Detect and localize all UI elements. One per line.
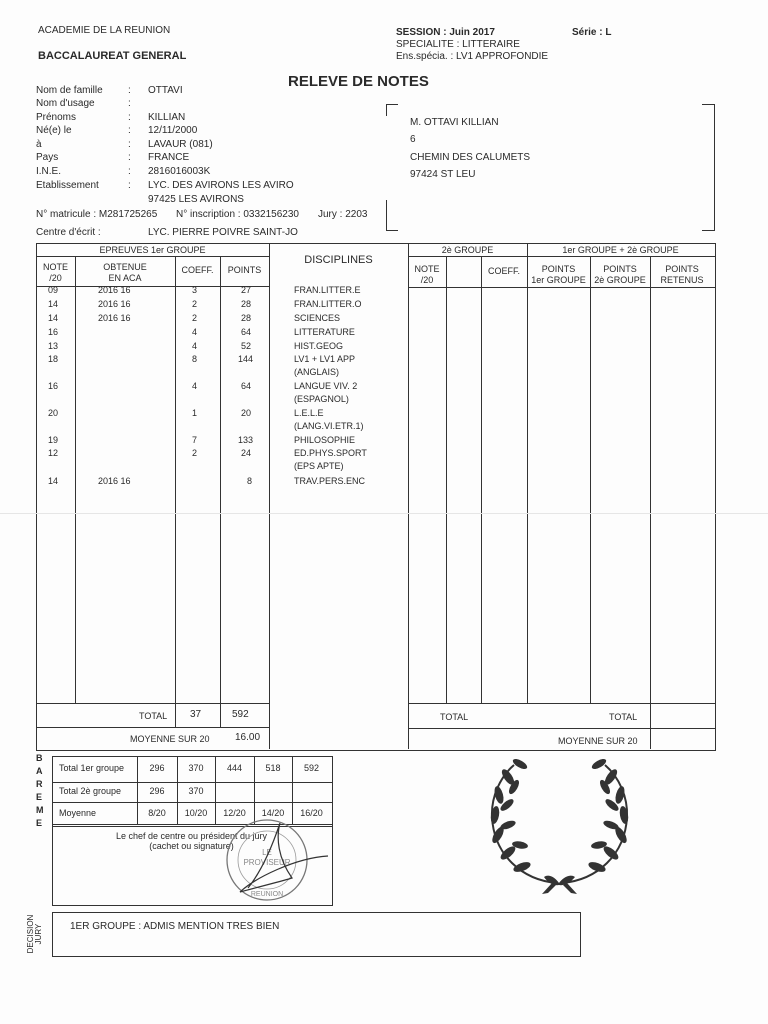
note-cell: 13 — [48, 341, 59, 351]
identity-label: Nom d'usage — [36, 98, 95, 109]
coeff-cell: 4 — [192, 327, 198, 337]
signature-label-2: (cachet ou signature) — [149, 841, 234, 851]
matricule: N° matricule : M281725265 — [36, 209, 158, 220]
table-row — [0, 408, 768, 432]
bareme-side-label: BAREME — [36, 753, 44, 828]
note-cell: 18 — [48, 354, 59, 364]
points-cell: 28 — [241, 299, 252, 309]
total-2e-label: TOTAL — [440, 712, 469, 722]
points-header: POINTS — [227, 265, 262, 275]
coeff-cell: 7 — [192, 435, 198, 445]
bareme-cell: 296 — [149, 786, 165, 796]
discipline-cell: LITTERATURE — [294, 327, 355, 337]
points-1er-header: POINTS — [541, 264, 576, 274]
points-cell: 64 — [241, 327, 252, 337]
identity-value: FRANCE — [148, 152, 190, 163]
bareme-cell: 296 — [149, 763, 165, 773]
points-2e-header: POINTS — [603, 264, 637, 274]
identity-value: KILLIAN — [148, 112, 186, 123]
points-cell: 8 — [247, 476, 253, 486]
bareme-cell: 370 — [188, 786, 204, 796]
serie: Série : L — [572, 27, 612, 38]
address-line-4: 97424 ST LEU — [410, 169, 476, 180]
jury: Jury : 2203 — [318, 209, 368, 220]
note-cell: 09 — [48, 285, 59, 295]
moyenne-12-label: MOYENNE SUR 20 — [558, 736, 638, 746]
identity-row-etablissement: Etablissement : LYC. DES AVIRONS LES AVIRO — [36, 180, 294, 191]
epreuves-1er-header: EPREUVES 1er GROUPE — [99, 245, 206, 255]
identity-row-lieu: à : LAVAUR (081) — [36, 139, 213, 150]
table-row — [0, 381, 768, 405]
total-12-label: TOTAL — [609, 712, 638, 722]
address-line-1: M. OTTAVI KILLIAN — [410, 117, 499, 128]
identity-label: Pays — [36, 152, 59, 163]
en-aca-header: EN ACA — [108, 273, 142, 283]
coeff-cell: 2 — [192, 448, 198, 458]
decision-box — [52, 912, 581, 957]
note-cell: 12 — [48, 448, 59, 458]
discipline-cell: LV1 + LV1 APP — [294, 354, 355, 364]
note-2e-unit-header: /20 — [420, 275, 434, 285]
points-cell: 64 — [241, 381, 252, 391]
coeff-cell: 1 — [192, 408, 198, 418]
centre-value: LYC. PIERRE POIVRE SAINT-JO — [148, 227, 298, 238]
address-line-2: 6 — [410, 134, 416, 145]
points-cell: 28 — [241, 313, 252, 323]
identity-value: LAVAUR (081) — [148, 139, 213, 150]
bareme-row-label: Moyenne — [59, 808, 97, 818]
stamp-le: LE — [262, 848, 272, 857]
identity-label: Né(e) le — [36, 125, 72, 136]
bareme-cell: 8/20 — [148, 808, 166, 818]
coeff-cell: 8 — [192, 354, 198, 364]
decision-text: 1ER GROUPE : ADMIS MENTION TRES BIEN — [70, 921, 280, 932]
discipline-cell: LANGUE VIV. 2 — [294, 381, 358, 391]
note-cell: 14 — [48, 299, 59, 309]
coeff-2e-header: COEFF. — [487, 266, 520, 276]
groupe12-header: 1er GROUPE + 2è GROUPE — [562, 245, 679, 255]
specialite: SPECIALITE : LITTERAIRE — [396, 39, 520, 50]
discipline-detail: (EPS APTE) — [294, 461, 344, 471]
bareme-row-label: Total 1er groupe — [59, 763, 125, 773]
points-2e-sub-header: 2è GROUPE — [594, 275, 646, 285]
page-title: RELEVE DE NOTES — [288, 73, 429, 90]
note-cell: 16 — [48, 327, 59, 337]
obtenue-cell: 2016 16 — [98, 299, 131, 309]
disciplines-header: DISCIPLINES — [304, 254, 373, 266]
identity-value: LYC. DES AVIRONS LES AVIRO — [148, 180, 294, 191]
note-cell: 14 — [48, 313, 59, 323]
bareme-cell: 518 — [265, 763, 281, 773]
points-retenus-sub-header: RETENUS — [660, 275, 704, 285]
identity-label: Nom de famille — [36, 85, 103, 96]
identity-row-usage: Nom d'usage : — [36, 98, 131, 109]
obtenue-header: OBTENUE — [103, 262, 147, 272]
laurel-wreath-icon — [482, 755, 637, 895]
points-1er-sub-header: 1er GROUPE — [531, 275, 586, 285]
identity-label: Prénoms — [36, 112, 77, 123]
identity-label: Etablissement — [36, 180, 99, 191]
moyenne-value: 16.00 — [235, 732, 261, 743]
note-cell: 14 — [48, 476, 59, 486]
identity-value: OTTAVI — [148, 85, 183, 96]
bareme-cell: 16/20 — [300, 808, 323, 818]
note-cell: 16 — [48, 381, 59, 391]
coeff-cell: 4 — [192, 381, 198, 391]
obtenue-cell: 2016 16 — [98, 285, 131, 295]
note-2e-header: NOTE — [414, 264, 440, 274]
groupe2-header: 2è GROUPE — [441, 245, 494, 255]
bareme-cell: 12/20 — [223, 808, 246, 818]
discipline-cell: HIST.GEOG — [294, 341, 344, 351]
bareme-cell: 370 — [188, 763, 204, 773]
coeff-cell: 3 — [192, 285, 198, 295]
obtenue-cell: 2016 16 — [98, 476, 131, 486]
points-cell: 27 — [241, 285, 252, 295]
coeff-header: COEFF. — [181, 265, 214, 275]
stamp-and-signature — [200, 818, 335, 903]
identity-label: à — [36, 139, 42, 150]
identity-value: 12/11/2000 — [148, 125, 198, 136]
discipline-cell: SCIENCES — [294, 313, 341, 323]
discipline-cell: TRAV.PERS.ENC — [294, 476, 366, 486]
coeff-cell: 2 — [192, 299, 198, 309]
identity-row-prenoms: Prénoms : KILLIAN — [36, 112, 186, 123]
discipline-cell: ED.PHYS.SPORT — [294, 448, 367, 458]
signature-label-1: Le chef de centre ou président du jury — [115, 831, 268, 841]
bareme-cell: 10/20 — [184, 808, 208, 818]
note-cell: 20 — [48, 408, 59, 418]
total-points: 592 — [232, 709, 249, 720]
coeff-cell: 4 — [192, 341, 198, 351]
identity-value: 2816016003K — [148, 166, 211, 177]
moyenne-label: MOYENNE SUR 20 — [130, 734, 210, 744]
discipline-cell: PHILOSOPHIE — [294, 435, 356, 445]
identity-row-ine: I.N.E. : 2816016003K — [36, 166, 211, 177]
identity-row-nom: Nom de famille : OTTAVI — [36, 85, 183, 96]
total-label: TOTAL — [139, 711, 168, 721]
inscription: N° inscription : 0332156230 — [176, 209, 299, 220]
decision-side-label: DECISION JURY — [26, 914, 43, 954]
note-cell: 19 — [48, 435, 59, 445]
discipline-cell: FRAN.LITTER.O — [294, 299, 362, 309]
note-unit-header: /20 — [49, 273, 62, 283]
stamp-reunion: REUNION — [250, 891, 284, 898]
identity-row-pays: Pays : FRANCE — [36, 152, 190, 163]
discipline-cell: FRAN.LITTER.E — [294, 285, 361, 295]
obtenue-cell: 2016 16 — [98, 313, 131, 323]
address-line-3: CHEMIN DES CALUMETS — [410, 152, 531, 163]
discipline-detail: (LANG.VI.ETR.1) — [294, 421, 364, 431]
table-row — [0, 354, 768, 378]
session: SESSION : Juin 2017 — [396, 27, 495, 38]
coeff-cell: 2 — [192, 313, 198, 323]
points-cell: 144 — [238, 354, 254, 364]
points-retenus-header: POINTS — [665, 264, 699, 274]
decision-side-label-wrap — [28, 908, 42, 958]
bareme-cell: 444 — [226, 763, 243, 773]
note-header: NOTE — [42, 262, 68, 272]
table-row — [0, 476, 768, 500]
bareme-cell: 592 — [303, 763, 320, 773]
table-row — [0, 448, 768, 472]
points-cell: 20 — [241, 408, 252, 418]
identity-label: I.N.E. — [36, 166, 62, 177]
points-cell: 52 — [241, 341, 252, 351]
stamp-proviseur: PROVISEUR — [243, 858, 291, 867]
exam-name: BACCALAUREAT GENERAL — [38, 50, 187, 62]
bareme-row-label: Total 2è groupe — [59, 786, 122, 796]
discipline-detail: (ANGLAIS) — [294, 367, 340, 377]
centre-label: Centre d'écrit : — [36, 227, 101, 238]
identity-row-naissance: Né(e) le : 12/11/2000 — [36, 125, 198, 136]
bareme-cell: 14/20 — [261, 808, 285, 818]
points-cell: 24 — [241, 448, 252, 458]
discipline-cell: L.E.L.E — [294, 408, 324, 418]
discipline-detail: (ESPAGNOL) — [294, 394, 349, 404]
ens-specialite: Ens.spécia. : LV1 APPROFONDIE — [396, 51, 549, 62]
points-cell: 133 — [238, 435, 254, 445]
etablissement-city: 97425 LES AVIRONS — [148, 194, 244, 205]
academie-name: ACADEMIE DE LA REUNION — [38, 25, 171, 36]
total-coeff: 37 — [190, 709, 202, 720]
